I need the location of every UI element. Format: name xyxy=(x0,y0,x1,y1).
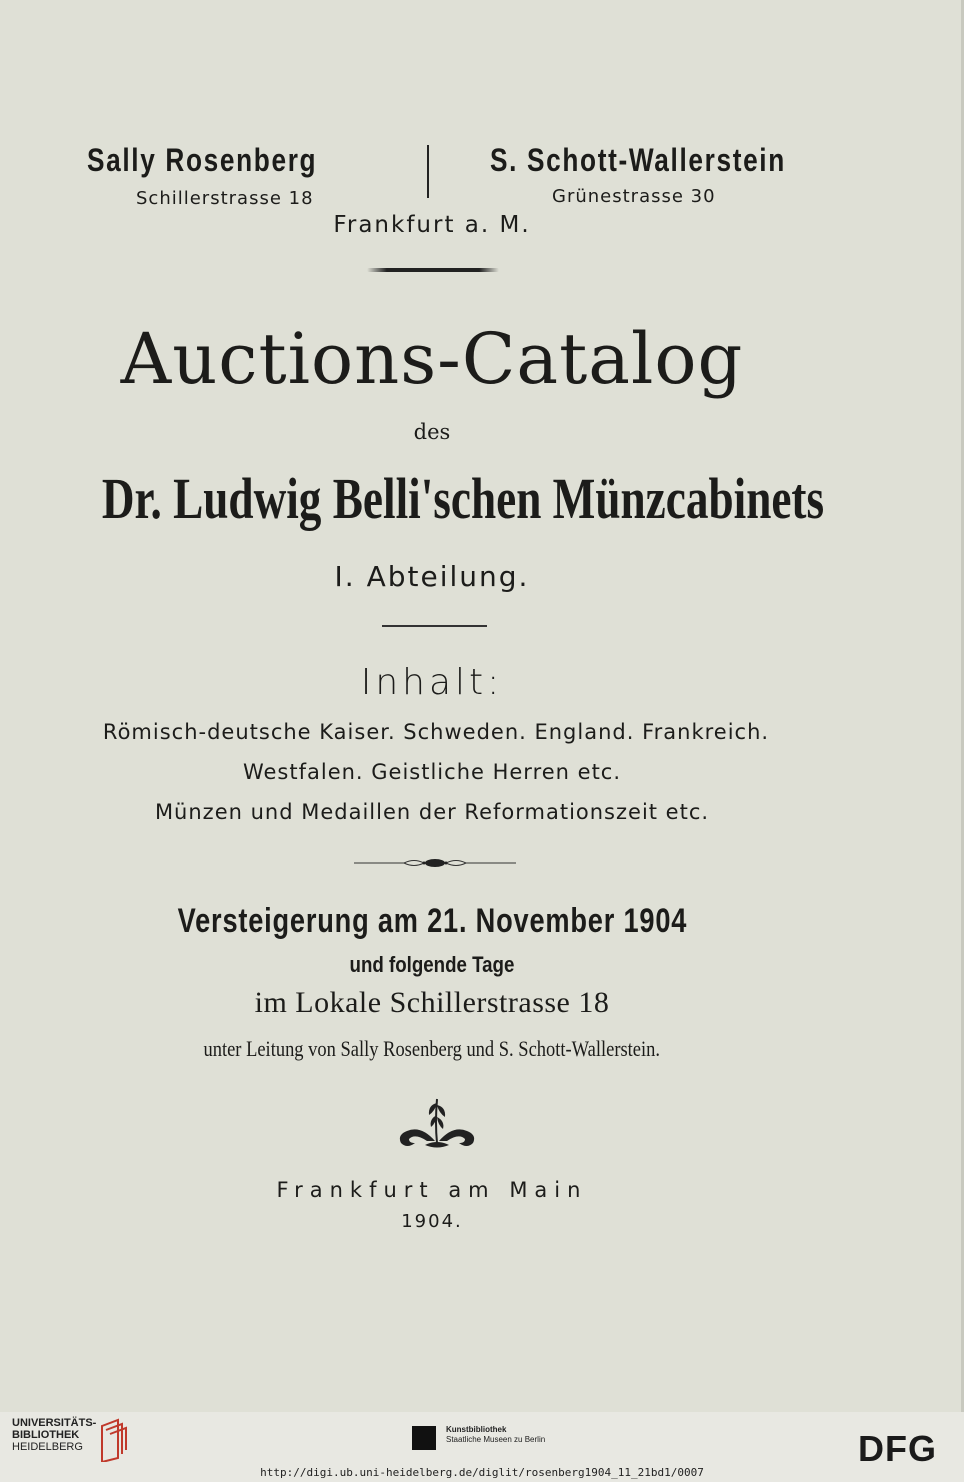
dealer-right-address: Grünestrasse 30 xyxy=(552,186,716,207)
dealer-left xyxy=(87,142,368,179)
auction-date xyxy=(0,902,864,941)
header-divider xyxy=(427,145,429,198)
ub-line-1: UNIVERSITÄTS- xyxy=(12,1417,97,1429)
part-label: I. Abteilung. xyxy=(334,560,530,593)
header-city: Frankfurt a. M. xyxy=(333,212,531,238)
thin-rule xyxy=(382,625,487,627)
auction-venue: im Lokale Schillerstrasse 18 xyxy=(254,986,610,1019)
dealer-right-name: S. Schott-Wallerstein xyxy=(490,142,786,178)
auction-date-text: Versteigerung am 21. November 1904 xyxy=(177,902,687,940)
permalink-url[interactable]: http://digi.ub.uni-heidelberg.de/diglit/rosenberg1904_11_21bd1/0007 xyxy=(260,1466,704,1479)
dfg-logo[interactable]: DFG xyxy=(858,1428,937,1469)
imprint-year: 1904. xyxy=(401,1211,463,1232)
dealer-left-address: Schillerstrasse 18 xyxy=(136,188,314,209)
collection-name-text: Dr. Ludwig Belli'schen Münzcabinets xyxy=(101,466,825,531)
dealer-right xyxy=(490,142,851,179)
kunstbibliothek-logo-icon[interactable] xyxy=(412,1426,436,1450)
ub-heidelberg-logo-icon[interactable] xyxy=(98,1418,132,1462)
floral-vignette-icon xyxy=(395,1093,479,1151)
divider-ornament-icon xyxy=(354,853,516,873)
contents-line-2: Westfalen. Geistliche Herren etc. xyxy=(242,760,622,784)
kunstbibliothek-text[interactable] xyxy=(446,1425,545,1445)
contents-line-1: Römisch-deutsche Kaiser. Schweden. England. Frankreich. xyxy=(102,720,770,744)
ub-heidelberg-logo-text[interactable] xyxy=(12,1417,96,1453)
imprint-city: Frankfurt am Main xyxy=(276,1178,588,1202)
kb-line-1: Kunstbibliothek xyxy=(446,1425,507,1434)
auction-following-days xyxy=(0,952,864,978)
auction-direction-text: unter Leitung von Sally Rosenberg und S. Schott-Wallerstein. xyxy=(203,1036,661,1061)
ub-line-2: BIBLIOTHEK xyxy=(12,1429,80,1441)
ub-line-3: HEIDELBERG xyxy=(12,1441,83,1453)
auction-direction xyxy=(0,1036,864,1062)
contents-line-3: Münzen und Medaillen der Reformationszeit etc. xyxy=(154,800,710,824)
title-des: des xyxy=(413,420,451,444)
auction-following-days-text: und folgende Tage xyxy=(349,952,515,977)
kb-line-2: Staatliche Museen zu Berlin xyxy=(446,1435,546,1444)
contents-heading: Inhalt: xyxy=(360,662,504,703)
collection-name xyxy=(0,465,864,532)
dealer-left-name: Sally Rosenberg xyxy=(87,142,318,178)
ornamental-rule xyxy=(367,268,499,272)
catalog-title: Auctions-Catalog xyxy=(120,318,744,400)
